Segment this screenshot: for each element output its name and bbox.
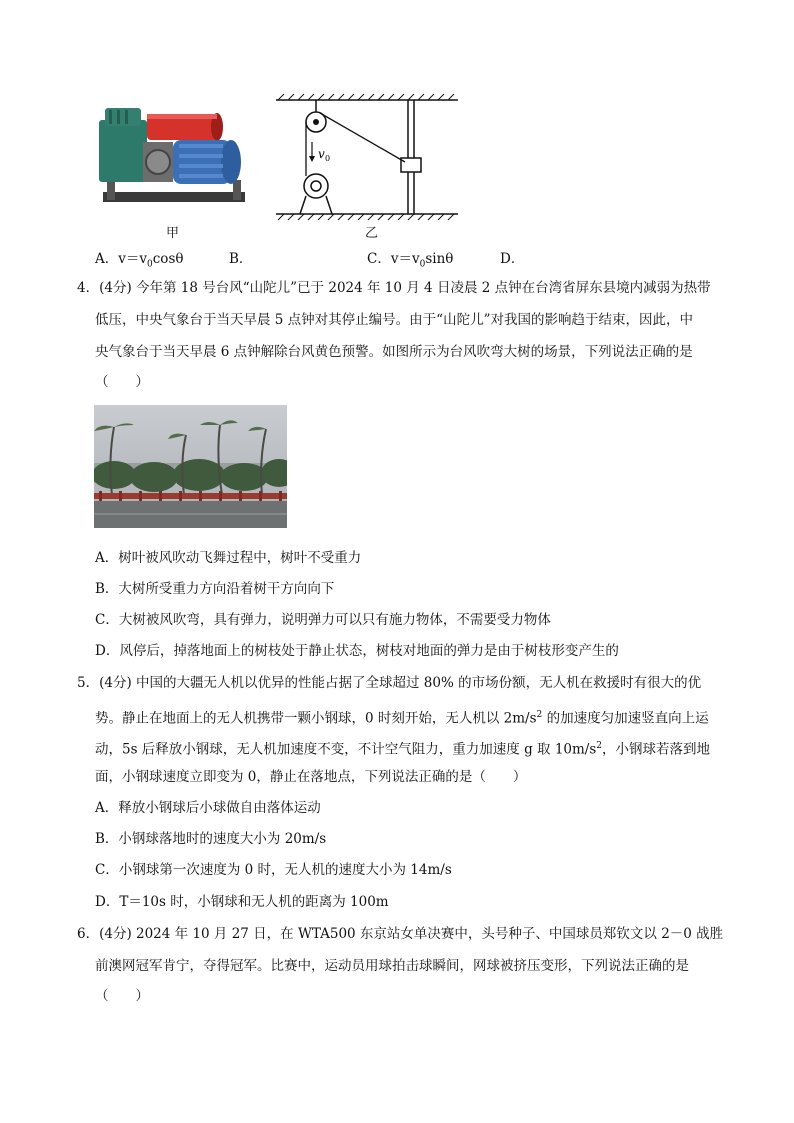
- q3-option-a: A．$v=v_0\cos\theta$: [95, 251, 184, 270]
- q3-option-c: C．$v=v_0\sin\theta$: [367, 251, 454, 270]
- q5-option-c: C．小钢球第一次速度为 0 时，无人机的速度大小为 14m/s: [95, 862, 452, 878]
- typhoon-trees-illustration: [94, 405, 287, 528]
- pulley-diagram: [272, 92, 462, 222]
- q5-option-b: B．小钢球落地时的速度大小为 20m/s: [95, 831, 327, 847]
- figure-caption-left: 甲: [166, 226, 180, 241]
- winch-photo: [95, 100, 250, 215]
- figure-caption-right: 乙: [365, 226, 379, 241]
- q5-option-d: D．T＝10s 时，小钢球和无人机的距离为 100m: [95, 894, 389, 910]
- q4-text-line-2: 低压，中央气象台于当天早晨 5 点钟对其停止编号。由于“山陀儿”对我国的影响趋于结束，因此，中: [95, 312, 693, 328]
- q4-bracket: （ ）: [95, 374, 149, 390]
- q3-option-b: B．: [229, 251, 253, 267]
- q6-text-line-2: 前澳网冠军肯宁，夺得冠军。比赛中，运动员用球拍击球瞬间，网球被挤压变形，下列说法正确的是: [95, 958, 689, 974]
- q6-text-line-1: 6．(4分) 2024 年 10 月 27 日，在 WTA500 东京站女单决赛中，头号种子、中国球员郑钦文以 2－0 战胜: [77, 926, 724, 942]
- q5-text-line-1: 5．(4分) 中国的大疆无人机以优异的性能占据了全球超过 80% 的市场份额，无人机在救援时有很大的优: [77, 675, 702, 691]
- q5-text-line-3: 动，5s 后释放小钢球，无人机加速度不变，不计空气阻力，重力加速度 g 取 $10m/s^2$，小钢球若落到地: [95, 741, 711, 758]
- q4-text-line-3: 央气象台于当天早晨 6 点钟解除台风黄色预警。如图所示为台风吹弯大树的场景，下列说法正确的是: [95, 344, 693, 360]
- winch-machine-illustration: [95, 100, 250, 215]
- q4-option-a: A．树叶被风吹动飞舞过程中，树叶不受重力: [95, 550, 362, 566]
- q5-option-a: A．释放小钢球后小球做自由落体运动: [95, 800, 321, 816]
- q4-option-c: C．大树被风吹弯，具有弹力，说明弹力可以只有施力物体，不需要受力物体: [95, 612, 551, 628]
- q4-text-line-1: 4．(4分) 今年第 18 号台风“山陀儿”已于 2024 年 10 月 4 日凌晨 2 点钟在台湾省屏东县境内减弱为热带: [77, 280, 711, 296]
- typhoon-photo: [94, 405, 287, 528]
- q3-option-d: D．: [500, 251, 525, 267]
- q4-option-d: D．风停后，掉落地面上的树枝处于静止状态，树枝对地面的弹力是由于树枝形变产生的: [95, 643, 619, 659]
- q4-option-b: B．大树所受重力方向沿着树干方向向下: [95, 581, 335, 597]
- q5-text-line-2: 势。静止在地面上的无人机携带一颗小钢球，0 时刻开始，无人机以 $2m/s^2$ 的加速度匀加速竖直向上运: [95, 710, 709, 727]
- velocity-subscript: 0: [325, 154, 331, 163]
- q5-text-line-4: 面，小钢球速度立即变为 0，静止在落地点，下列说法正确的是（ ）: [95, 769, 527, 785]
- pulley-slider-diagram: [272, 92, 462, 222]
- q6-bracket: （ ）: [95, 988, 149, 1004]
- velocity-label: v: [318, 147, 325, 161]
